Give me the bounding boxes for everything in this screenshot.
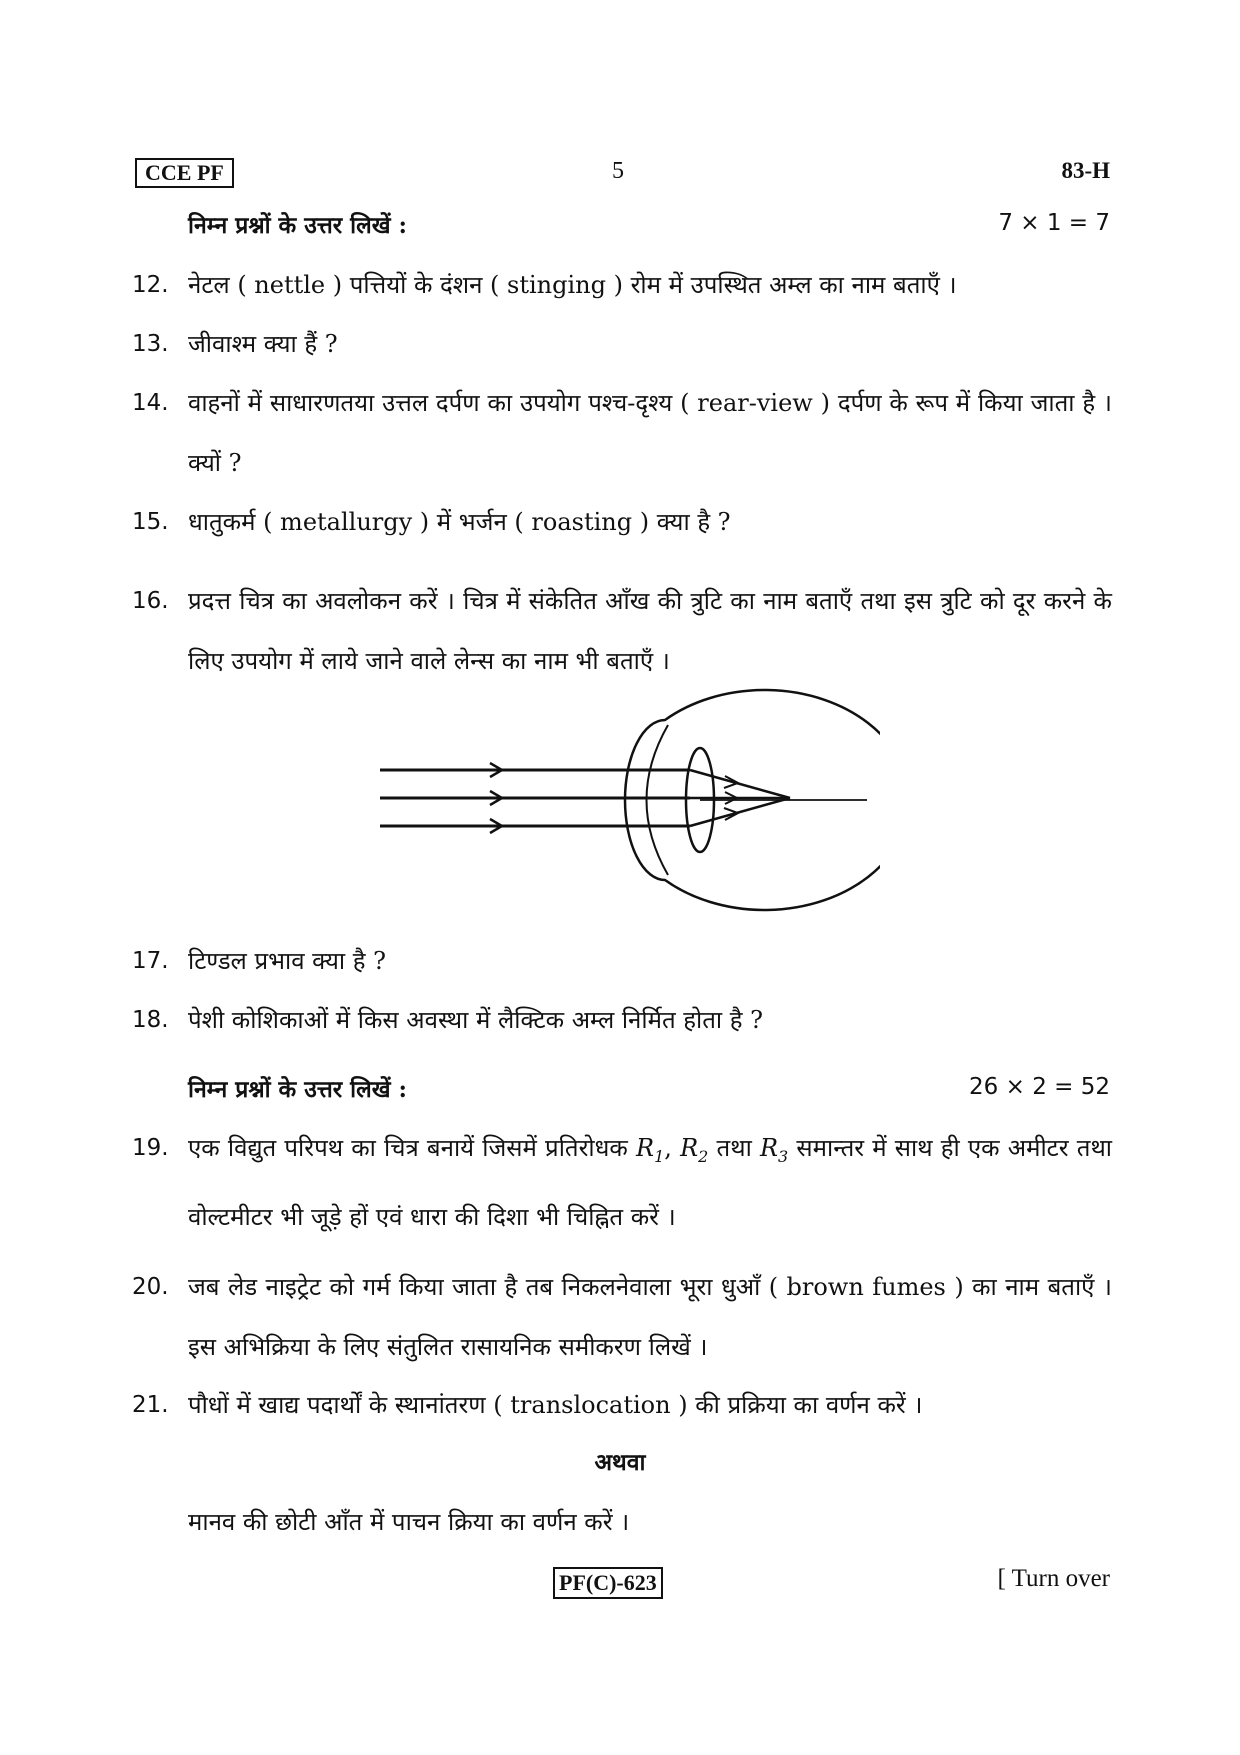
question-16 xyxy=(132,571,1112,691)
question-21 xyxy=(132,1375,1112,1435)
question-text: पौधों में खाद्य पदार्थों के स्थानांतरण ( translocation ) की प्रक्रिया का वर्णन करें । xyxy=(188,1391,923,1419)
question-number: 17. xyxy=(132,948,169,974)
question-12 xyxy=(132,255,1112,315)
question-text: पेशी कोशिकाओं में किस अवस्था में लैक्टिक अम्ल निर्मित होता है ? xyxy=(188,1006,763,1034)
resistor-r2: $R_2$ xyxy=(680,1134,709,1166)
question-13 xyxy=(132,314,1112,374)
question-number: 14. xyxy=(132,390,169,416)
question-text: टिण्डल प्रभाव क्या है ? xyxy=(188,947,387,975)
question-text: प्रदत्त चित्र का अवलोकन करें । चित्र में संकेतित आँख की त्रुटि का नाम बताएँ तथा इस त्रुटि को दूर करने के लिए उपयोग में लाये जाने वाले लेन्स का नाम भी बताएँ । xyxy=(188,587,1112,675)
or-label: अथवा xyxy=(594,1449,646,1476)
question-19 xyxy=(132,1118,1112,1247)
question-number: 15. xyxy=(132,509,169,535)
question-14 xyxy=(132,373,1112,493)
question-number: 21. xyxy=(132,1392,169,1418)
subject-code: 83-H xyxy=(1061,158,1110,183)
page-number: 5 xyxy=(612,158,624,184)
question-number: 19. xyxy=(132,1135,169,1161)
cornea xyxy=(647,725,669,875)
alternative-question-21: मानव की छोटी आँत में पाचन क्रिया का वर्णन करें । xyxy=(188,1508,630,1536)
question-number: 18. xyxy=(132,1007,169,1033)
question-text: वाहनों में साधारणतया उत्तल दर्पण का उपयोग पश्च-दृश्य ( rear-view ) दर्पण के रूप में किया जाता है । क्यों ? xyxy=(188,389,1112,477)
question-number: 16. xyxy=(132,588,169,614)
question-20 xyxy=(132,1257,1112,1377)
resistor-r1: $R_1$ xyxy=(636,1134,665,1166)
section-title-1: निम्न प्रश्नों के उत्तर लिखें : xyxy=(188,212,408,239)
question-number: 13. xyxy=(132,331,169,357)
footer-code-box: PF(C)-623 xyxy=(553,1567,663,1599)
question-18 xyxy=(132,990,1112,1050)
section-marks-1: 7 × 1 = 7 xyxy=(998,210,1110,236)
paper-code-box: CCE PF xyxy=(135,158,234,188)
section-title-2: निम्न प्रश्नों के उत्तर लिखें : xyxy=(188,1076,408,1103)
turn-over-label: [ Turn over xyxy=(997,1565,1110,1592)
question-text: जब लेड नाइट्रेट को गर्म किया जाता है तब निकलनेवाला भूरा धुआँ ( brown fumes ) का नाम बताएँ । इस अभिक्रिया के लिए संतुलित रासायनिक समीकरण लिखें । xyxy=(188,1273,1112,1361)
question-15 xyxy=(132,492,1112,552)
question-17 xyxy=(132,931,1112,991)
resistor-r3: $R_3$ xyxy=(759,1134,789,1166)
question-text: एक विद्युत परिपथ का चित्र बनायें जिसमें प्रतिरोधक $R_1$, $R_2$ तथा $R_3$ समान्तर में साथ ही एक अमीटर तथा वोल्टमीटर भी जूड़े हों एवं धारा की दिशा भी चिह्नित करें । xyxy=(188,1134,1112,1231)
section-marks-2: 26 × 2 = 52 xyxy=(969,1074,1110,1100)
question-text: नेटल ( nettle ) पत्तियों के दंशन ( stinging ) रोम में उपस्थित अम्ल का नाम बताएँ । xyxy=(188,271,957,299)
question-text: जीवाश्म क्या हैं ? xyxy=(188,330,338,358)
question-number: 20. xyxy=(132,1274,169,1300)
question-number: 12. xyxy=(132,272,169,298)
question-text: धातुकर्म ( metallurgy ) में भर्जन ( roasting ) क्या है ? xyxy=(188,508,731,536)
eye-defect-diagram xyxy=(370,685,880,915)
